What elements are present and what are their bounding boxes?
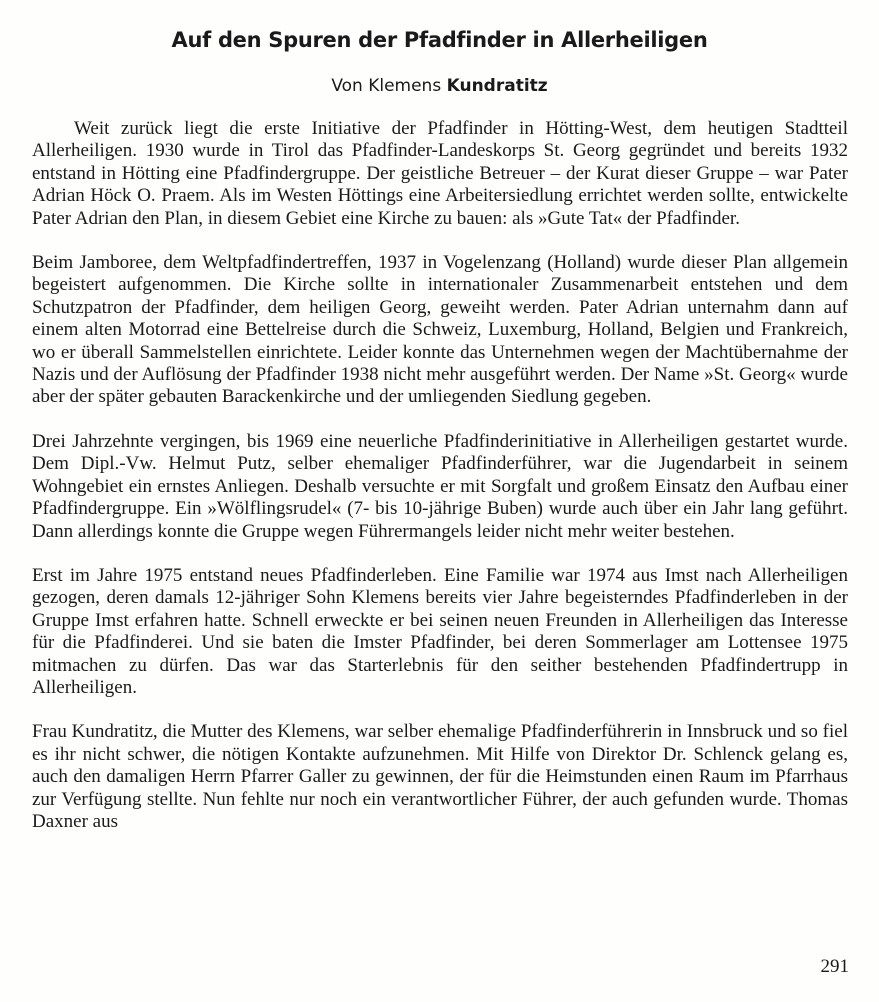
article-title: Auf den Spuren der Pfadfinder in Allerheiligen: [171, 28, 708, 52]
article-body: [32, 118, 848, 833]
paragraph-1: Weit zurück liegt die erste Initiative der Pfadfinder in Hötting-West, dem heutigen Stadtteil Allerheiligen. 1930 wurde in Tirol das Pfadfinder-Landeskorps St. Georg gegründet und bereits 1932 entstand in Hötting eine Pfadfindergruppe. Der geistliche Betreuer – der Kurat dieser Gruppe – war Pater Adrian Höck O. Praem. Als im Westen Höttings eine Arbeitersiedlung errichtet werden sollte, entwickelte Pater Adrian den Plan, in diesem Gebiet eine Kirche zu bauen: als »Gute Tat« der Pfadfinder.: [32, 118, 848, 229]
paragraph-3: Drei Jahrzehnte vergingen, bis 1969 eine neuerliche Pfadfinderinitiative in Allerheiligen gestartet wurde. Dem Dipl.-Vw. Helmut Putz, selber ehemaliger Pfadfinderführer, war die Jugendarbeit in seinem Wohngebiet ein ernstes Anliegen. Deshalb versuchte er mit Sorgfalt und großem Einsatz den Aufbau einer Pfadfindergruppe. Ein »Wölflingsrudel« (7- bis 10-jährige Buben) wurde auch über ein Jahr lang geführt. Dann allerdings konnte die Gruppe wegen Führermangels leider nicht mehr weiter bestehen.: [32, 430, 848, 542]
article-byline: [0, 76, 879, 96]
author-surname: Kundratitz: [446, 76, 548, 96]
paragraph-5: Frau Kundratitz, die Mutter des Klemens, war selber ehemalige Pfadfinderführerin in Innsbruck und so fiel es ihr nicht schwer, die nötigen Kontakte aufzunehmen. Mit Hilfe von Direktor Dr. Schlenck gelang es, auch den damaligen Herrn Pfarrer Galler zu gewinnen, der für die Heimstunden einen Raum im Pfarrhaus zur Verfügung stellte. Nun fehlte nur noch ein verantwortlicher Führer, der auch gefunden wurde. Thomas Daxner aus: [32, 721, 848, 832]
paragraph-2: Beim Jamboree, dem Weltpfadfindertreffen, 1937 in Vogelenzang (Holland) wurde dieser Plan allgemein begeistert aufgenommen. Die Kirche sollte in internationaler Zusammenarbeit entstehen und dem Schutzpatron der Pfadfinder, dem heiligen Georg, geweiht werden. Pater Adrian unternahm dann auf einem alten Motorrad eine Bettelreise durch die Schweiz, Luxemburg, Holland, Belgien und Frankreich, wo er überall Sammelstellen einrichtete. Leider konnte das Unternehmen wegen der Machtübernahme der Nazis und der Auflösung der Pfadfinder 1938 nicht mehr ausgeführt werden. Der Name »St. Georg« wurde aber der später gebauten Barackenkirche und der umliegenden Siedlung gegeben.: [32, 252, 848, 408]
page-number: 291: [820, 956, 849, 977]
byline-prefix: Von Klemens: [331, 76, 447, 96]
paragraph-4: Erst im Jahre 1975 entstand neues Pfadfinderleben. Eine Familie war 1974 aus Imst nach Allerheiligen gezogen, deren damals 12-jähriger Sohn Klemens bereits vier Jahre begeisterndes Pfadfinderleben in der Gruppe Imst erfahren hatte. Schnell erweckte er bei seinen neuen Freunden in Allerheiligen das Interesse für die Pfadfinderei. Und sie baten die Imster Pfadfinder, bei deren Sommerlager am Lottensee 1975 mitmachen zu dürfen. Das war das Starterlebnis für den seither bestehenden Pfadfindertrupp in Allerheiligen.: [32, 564, 848, 698]
